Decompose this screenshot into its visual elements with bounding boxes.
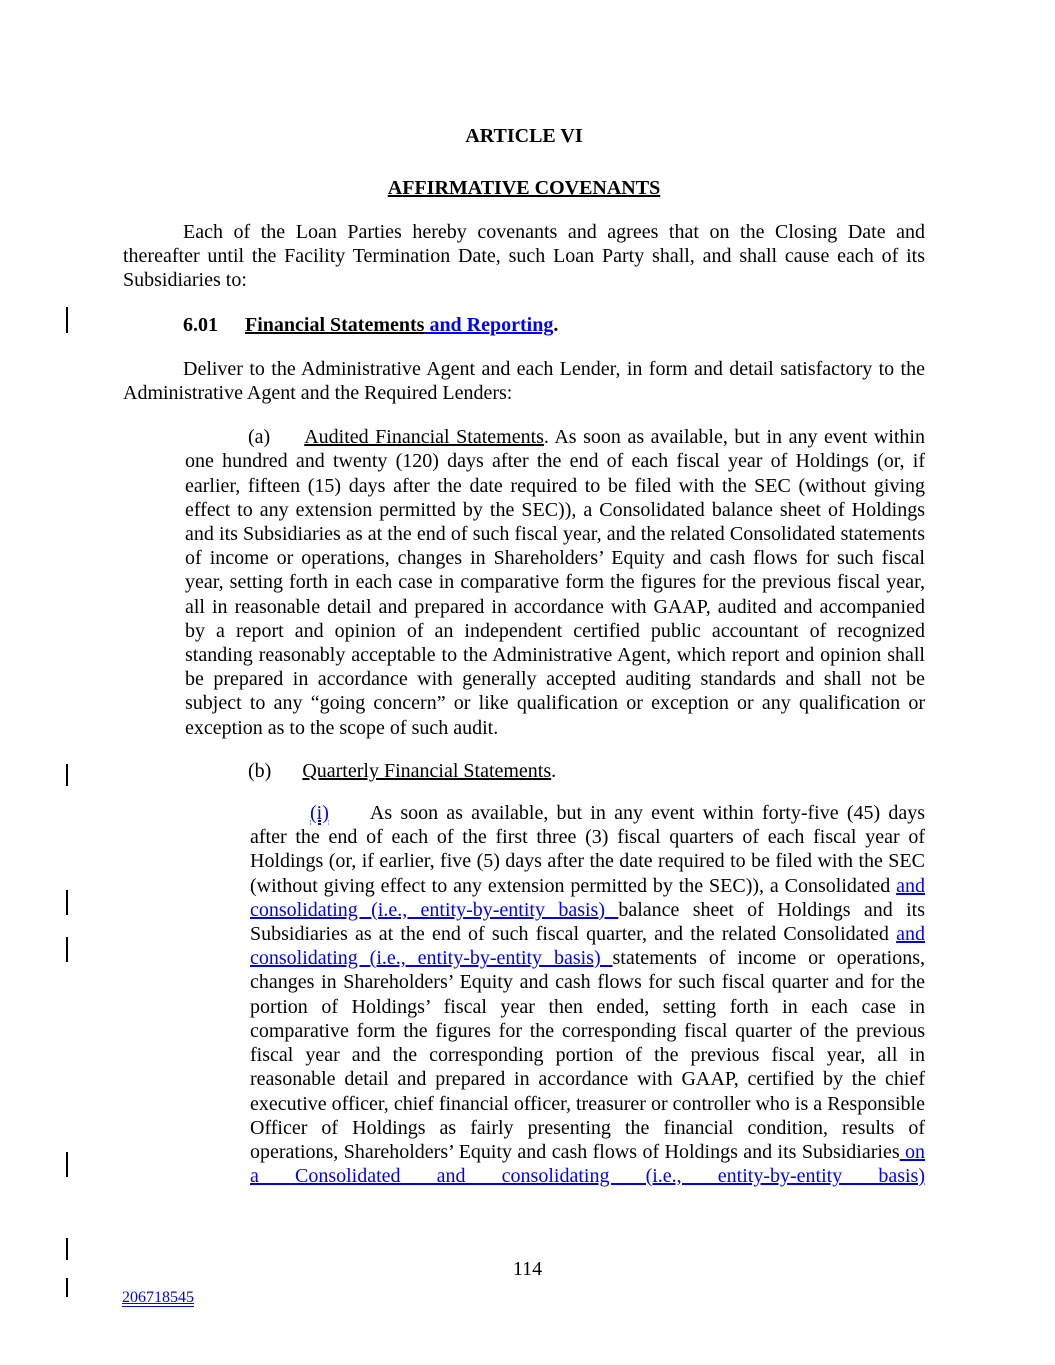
- text-run: .: [553, 313, 559, 336]
- clause-b-i-paragraph: [250, 801, 925, 1188]
- clause-a-label: (a): [248, 426, 271, 449]
- clause-b-paragraph: [185, 759, 925, 783]
- document-body: [123, 0, 925, 1188]
- change-bar: [66, 890, 68, 915]
- article-title-text: AFFIRMATIVE COVENANTS: [387, 177, 661, 199]
- deliver-paragraph: Deliver to the Administrative Agent and each Lender, in form and detail satisfactory to the Administrative Agent and the Required Lenders:: [123, 357, 925, 405]
- section-number: 6.01: [183, 313, 218, 336]
- section-6-01-heading: [123, 313, 925, 337]
- page-number: 114: [512, 1258, 543, 1280]
- article-title: [123, 177, 925, 199]
- change-bar: [66, 764, 68, 786]
- inserted-text-run: and consolidating (i.e., entity-by-entity basis): [250, 874, 925, 921]
- change-bar: [66, 937, 68, 962]
- text-run: Audited Financial Statements: [304, 426, 544, 449]
- change-bar: [66, 1152, 68, 1177]
- clause-b-label: (b): [248, 759, 272, 782]
- text-run: . As soon as available, but in any event within one hundred and twenty (120) days after the end of each fiscal year of Holdings (or, if earlier, fifteen (15) days after the date required to be filed with the SEC (without giving effect to any extension permitted by the SEC)), a Consolidated balance sheet of Holdings and its Subsidiaries as at the end of such fiscal year, and the related Consolidated statements of income or operations, changes in Shareholders’ Equity and cash flows for such fiscal year, setting forth in each case in comparative form the figures for the previous fiscal year, all in reasonable detail and prepared in accordance with GAAP, audited and accompanied by a report and opinion of an independent certified public accountant of recognized standing reasonably acceptable to the Administrative Agent, which report and opinion shall be prepared in accordance with generally accepted auditing standards and shall not be subject to any “going concern” or like qualification or exception or any qualification or exception as to the scope of such audit.: [185, 426, 925, 739]
- clause-b-title: [302, 760, 556, 782]
- clause-b-i-text: [250, 802, 925, 1187]
- article-heading: ARTICLE VI: [465, 125, 583, 147]
- text-run: Financial Statements: [245, 313, 425, 336]
- text-run: balance sheet of Holdings and its Subsidiaries as at the end of such fiscal quarter, and the related Consolidated: [250, 898, 925, 946]
- text-run: statements of income or operations, changes in Shareholders’ Equity and cash flows for such fiscal quarter and for the portion of Holdings’ fiscal year then ended, setting forth in each case in comparative form the figures for the corresponding fiscal quarter of the previous fiscal year and the corresponding portion of the previous fiscal year, all in reasonable detail and prepared in accordance with GAAP, certified by the chief executive officer, chief financial officer, treasurer or controller who is a Responsible Officer of Holdings as fairly presenting the financial condition, results of operations, Shareholders’ Equity and cash flows of Holdings and its Subsidiaries: [250, 947, 926, 1163]
- document-id: 206718545: [122, 1289, 194, 1306]
- clause-b-i-label: (i): [310, 802, 329, 825]
- text-run: .: [551, 759, 557, 782]
- change-bar: [66, 307, 68, 333]
- text-run: As soon as available, but in any event within forty-five (45) days after the end of each of the first three (3) fiscal quarters of each fiscal year of Holdings (or, if earlier, five (5) days after the date required to be filed with the SEC (without giving effect to any extension permitted by the SEC)), a Consolidated: [250, 802, 925, 897]
- intro-paragraph: Each of the Loan Parties hereby covenants and agrees that on the Closing Date and thereafter until the Facility Termination Date, such Loan Party shall, and shall cause each of its Subsidiaries to:: [123, 221, 925, 292]
- inserted-text-run: and Reporting: [424, 313, 554, 336]
- inserted-text-run: and consolidating (i.e., entity-by-entity basis): [250, 923, 925, 970]
- clause-a-text: [185, 426, 925, 738]
- clause-a-paragraph: [185, 425, 925, 740]
- text-run: Quarterly Financial Statements: [302, 759, 552, 782]
- inserted-text-run: on a Consolidated and consolidating (i.e., entity-by-entity basis): [250, 1140, 926, 1188]
- section-6-01-title: [245, 314, 558, 336]
